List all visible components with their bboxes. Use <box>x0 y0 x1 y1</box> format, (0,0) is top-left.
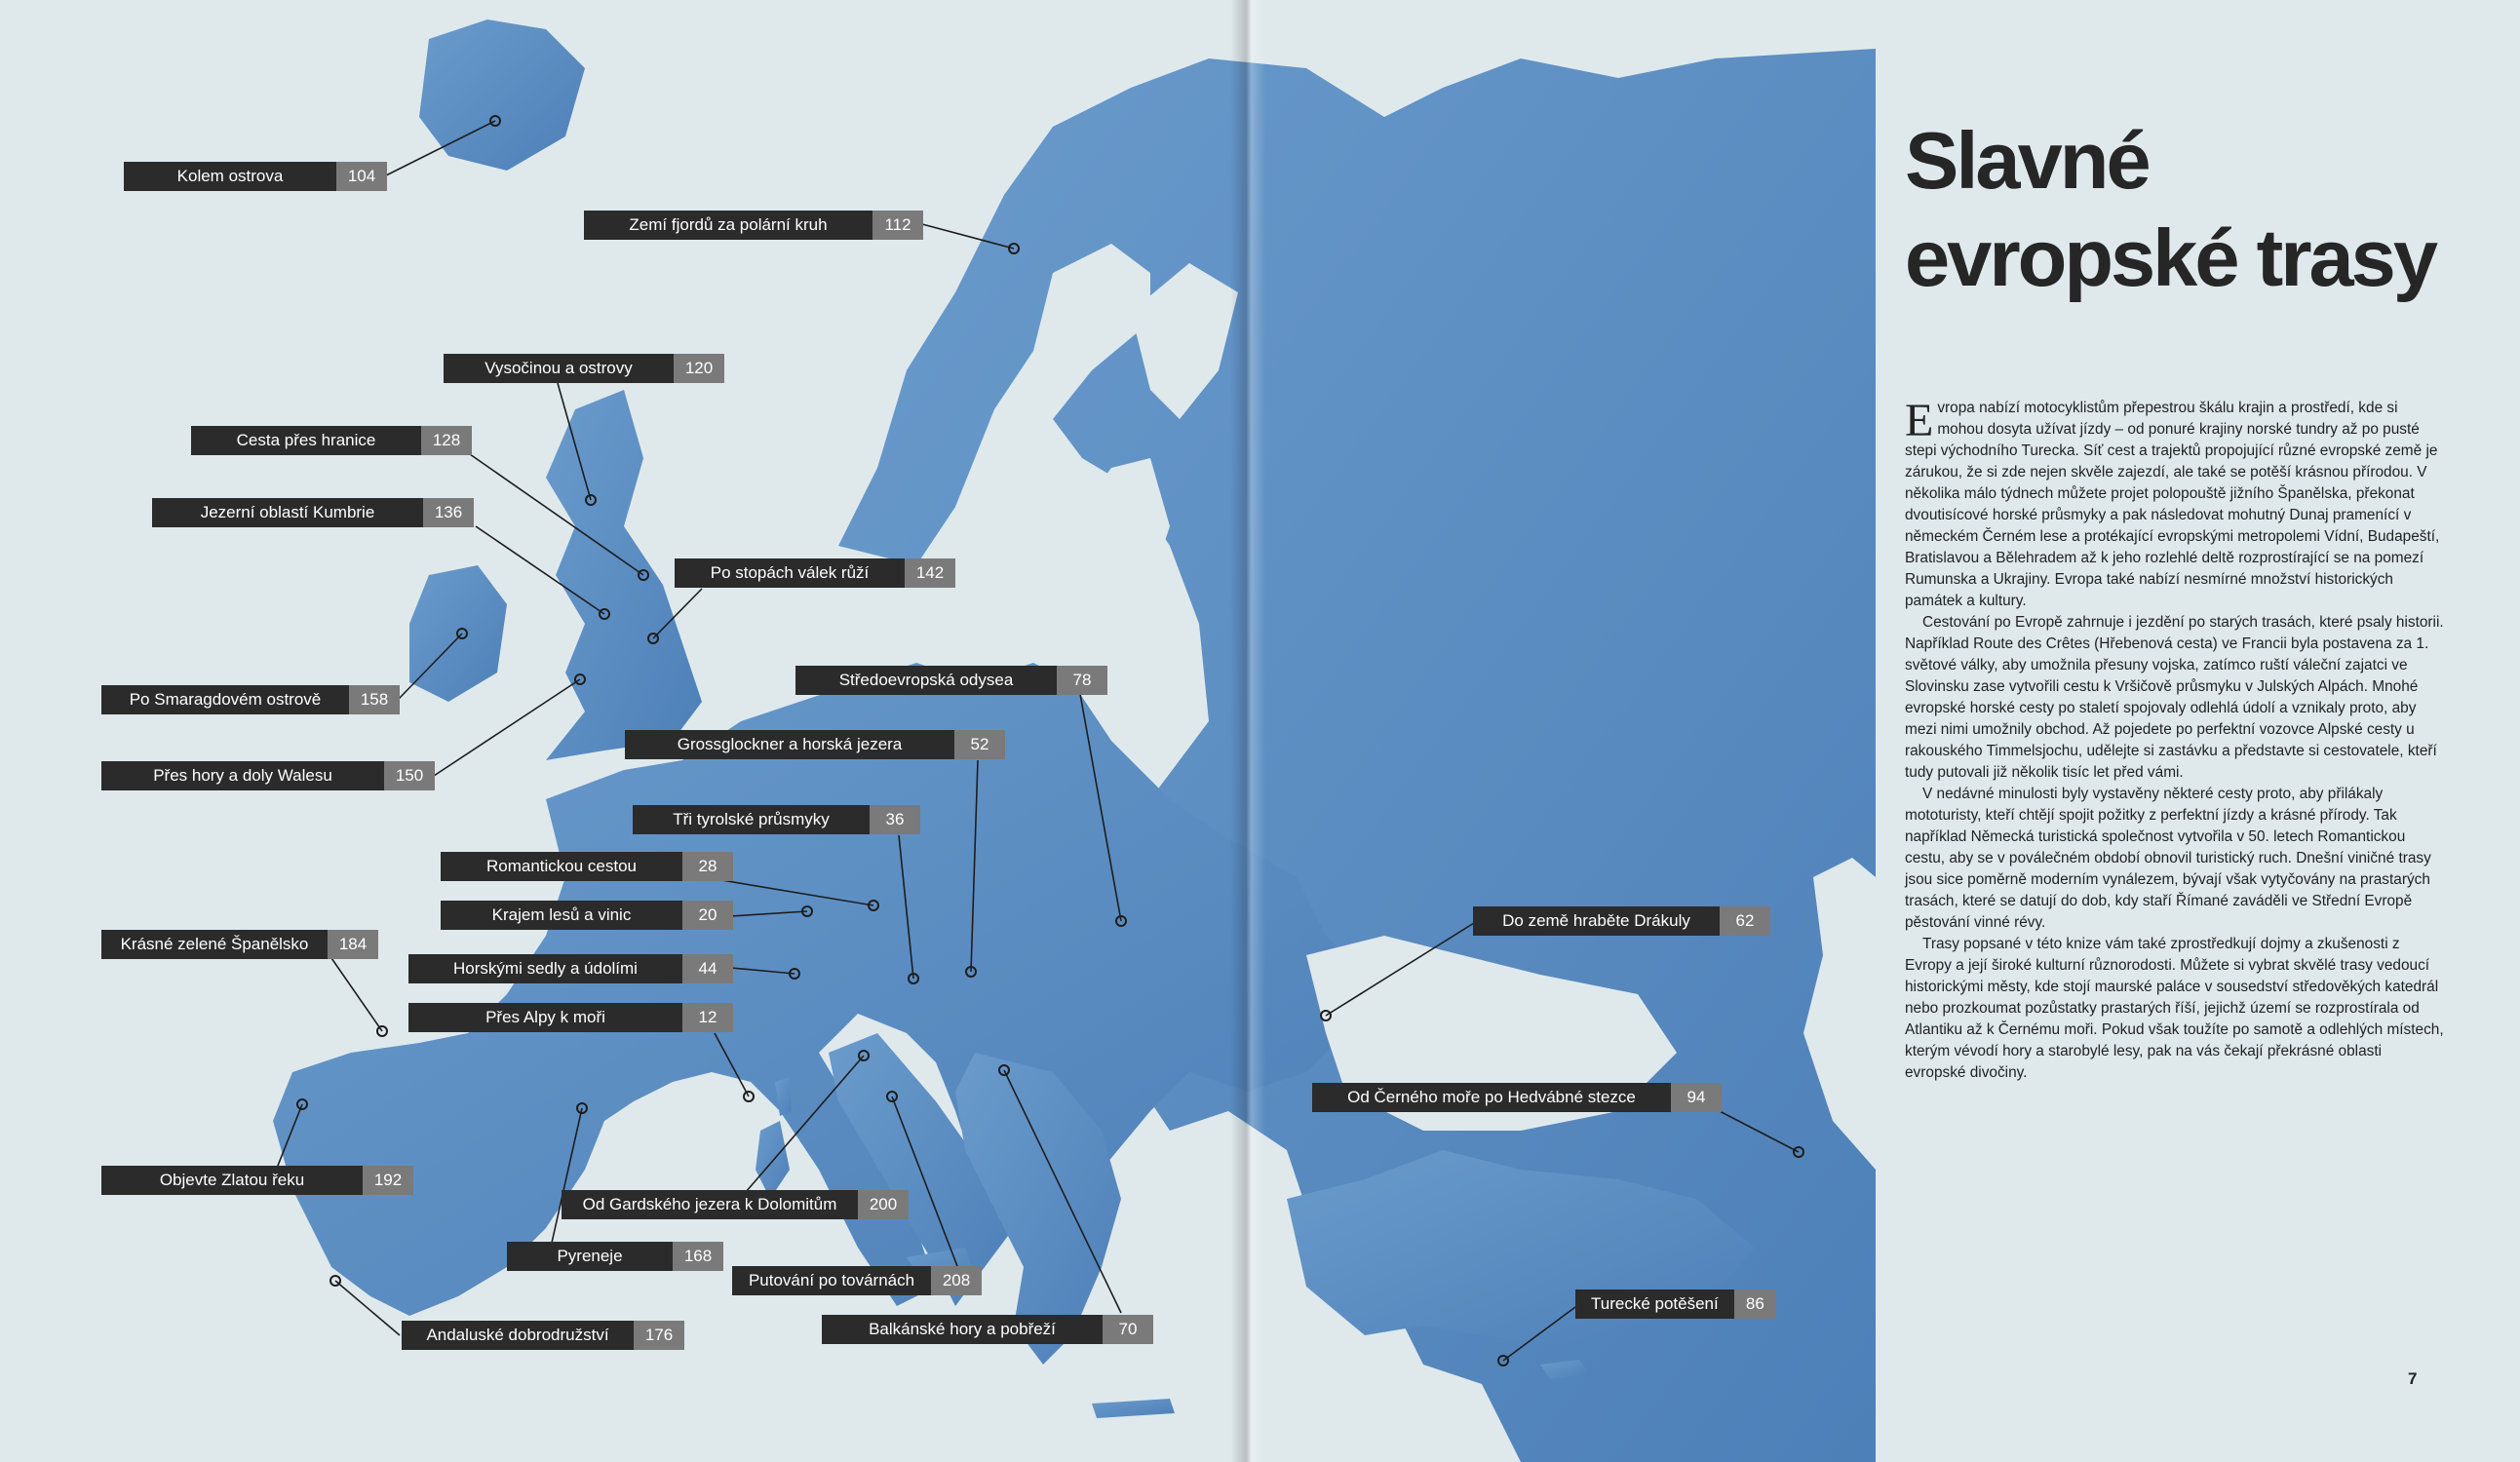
route-name: Grossglockner a horská jezera <box>625 730 954 759</box>
marker-romantickou <box>868 900 879 911</box>
marker-wales <box>574 673 586 685</box>
marker-tovarny <box>886 1091 898 1102</box>
route-label[interactable] <box>408 954 733 983</box>
route-name: Turecké potěšení <box>1575 1289 1734 1319</box>
route-name: Přes hory a doly Walesu <box>101 761 384 790</box>
marker-pres-alpy <box>743 1091 755 1102</box>
route-name: Zemí fjordů za polární kruh <box>584 211 872 240</box>
route-label[interactable] <box>675 558 955 588</box>
route-name: Jezerní oblastí Kumbrie <box>152 498 423 527</box>
route-name: Balkánské hory a pobřeží <box>822 1315 1103 1344</box>
page-number: 7 <box>2408 1369 2418 1388</box>
marker-stredoevropska <box>1115 915 1127 927</box>
route-label[interactable] <box>1312 1083 1722 1112</box>
route-page: 44 <box>682 954 733 983</box>
text-panel <box>1876 0 2520 1462</box>
route-name: Od Gardského jezera k Dolomitům <box>562 1190 858 1219</box>
route-label[interactable] <box>732 1266 982 1295</box>
route-page: 158 <box>349 685 400 714</box>
route-page: 136 <box>423 498 474 527</box>
marker-cerne-more <box>1793 1146 1804 1158</box>
marker-kolem-ostrova <box>489 115 501 127</box>
route-label[interactable] <box>152 498 474 527</box>
route-label[interactable] <box>625 730 1005 759</box>
marker-grossglockner <box>965 966 977 978</box>
route-name: Romantickou cestou <box>441 852 682 881</box>
route-page: 36 <box>870 805 920 834</box>
route-name: Středoevropská odysea <box>795 666 1057 695</box>
route-page: 192 <box>363 1166 413 1195</box>
route-page: 52 <box>954 730 1005 759</box>
intro-text <box>1905 395 2446 1084</box>
route-label[interactable] <box>633 805 920 834</box>
leader-zelene-spanelsko <box>331 958 382 1031</box>
route-page: 20 <box>682 901 733 930</box>
route-name: Do země hraběte Drákuly <box>1473 906 1720 936</box>
route-label[interactable] <box>1473 906 1770 936</box>
marker-vysocinou <box>585 494 597 506</box>
marker-po-stopach <box>647 633 659 644</box>
route-label[interactable] <box>101 761 435 790</box>
route-label[interactable] <box>441 901 733 930</box>
route-name: Andaluské dobrodružství <box>402 1321 634 1350</box>
route-page: 176 <box>634 1321 684 1350</box>
marker-zlata-reka <box>296 1098 308 1110</box>
route-page: 168 <box>673 1242 723 1271</box>
route-label[interactable] <box>124 162 387 191</box>
route-label[interactable] <box>562 1190 909 1219</box>
route-label[interactable] <box>444 354 724 383</box>
route-label[interactable] <box>822 1315 1153 1344</box>
marker-andaluske <box>330 1275 341 1287</box>
marker-zelene-spanelsko <box>376 1025 388 1037</box>
route-name: Krásné zelené Španělsko <box>101 930 328 959</box>
route-page: 200 <box>858 1190 909 1219</box>
crete <box>1092 1399 1175 1418</box>
route-name: Přes Alpy k moři <box>408 1003 682 1032</box>
marker-pyreneje <box>576 1102 588 1114</box>
route-page: 184 <box>328 930 378 959</box>
route-label[interactable] <box>507 1242 723 1271</box>
route-label[interactable] <box>101 685 400 714</box>
intro-paragraph-1-text: vropa nabízí motocyklistům přepestrou škálu krajin a prostředí, kde si mohou dosyta užívat jízdy – od ponuré krajiny norské tundry až po pusté stepi východního Turecka. Síť cest a trajektů propojující různé evropské země je zárukou, že si zde nejen skvěle zajezdí, ale také se potěší krásnou přírodou. V několika málo týdnech můžete projet polopouště jižního Španělska, překonat dvoutisícové horské průsmyky a pak následovat mohutný Dunaj pramenící v německém Černém lese a protékající evropskými metropolemi Vídní, Budapeští, Bratislavou a Bělehradem až k jeho rozlehlé deltě rozprostírající se na pomezí Rumunska a Ukrajiny. Evropa také nabízí nesmírné množství historických památek a kultury. <box>1905 400 2440 609</box>
route-label[interactable] <box>1575 1289 1776 1319</box>
route-page: 208 <box>931 1266 982 1295</box>
route-name: Od Černého moře po Hedvábné stezce <box>1312 1083 1671 1112</box>
route-page: 62 <box>1720 906 1770 936</box>
route-name: Cesta přes hranice <box>191 426 421 455</box>
marker-cesta-pres-hranice <box>638 569 649 581</box>
route-label[interactable] <box>441 852 733 881</box>
corsica <box>775 1077 792 1116</box>
route-name: Putování po továrnách <box>732 1266 931 1295</box>
marker-drakula <box>1320 1010 1332 1021</box>
route-page: 120 <box>674 354 724 383</box>
route-page: 86 <box>1734 1289 1776 1319</box>
route-label[interactable] <box>101 1166 413 1195</box>
baltic-sea <box>1053 458 1170 643</box>
marker-zemi-fjordu <box>1008 243 1020 254</box>
route-name: Horskými sedly a údolími <box>408 954 682 983</box>
route-name: Vysočinou a ostrovy <box>444 354 674 383</box>
route-label[interactable] <box>584 211 923 240</box>
route-name: Krajem lesů a vinic <box>441 901 682 930</box>
route-name: Po stopách válek růží <box>675 558 905 588</box>
route-page: 12 <box>682 1003 733 1032</box>
marker-tri-tyrolske <box>908 973 919 984</box>
intro-paragraph-4: Trasy popsané v této knize vám také zprostředkují dojmy a zkušenosti z Evropy a její široké kulturní různorodosti. Můžete si vybrat skvělé trasy vedoucí historickými městy, kde stojí maurské paláce v sousedství středověkých katedrál nebo prozkoumat pozůstatky prastarých říší, jejichž území se rozprostírala od Atlantiku až k Černému moři. Pokud však toužíte po samotě a odlehlých místech, kterým vévodí hory a starobylé lesy, pak na vás čekají překrásné oblasti evropské divočiny. <box>1905 936 2444 1081</box>
route-page: 78 <box>1057 666 1107 695</box>
intro-paragraph-1 <box>1905 395 2446 612</box>
marker-balkanske <box>998 1064 1010 1076</box>
iceland-landmass <box>419 19 585 171</box>
title-line-1: Slavné <box>1905 115 2149 206</box>
route-page: 150 <box>384 761 435 790</box>
route-name: Tři tyrolské průsmyky <box>633 805 870 834</box>
route-label[interactable] <box>101 930 378 959</box>
route-label[interactable] <box>191 426 472 455</box>
route-label[interactable] <box>408 1003 733 1032</box>
marker-krajem-lesu <box>801 905 813 917</box>
route-page: 142 <box>905 558 955 588</box>
marker-turecke <box>1497 1355 1509 1366</box>
route-label[interactable] <box>795 666 1107 695</box>
route-page: 104 <box>336 162 387 191</box>
marker-horskymi-sedly <box>789 968 800 980</box>
intro-paragraph-2: Cestování po Evropě zahrnuje i jezdění po starých trasách, které psaly historii. Například Route des Crêtes (Hřebenová cesta) ve Francii byla postavena za 1. světové války, aby umožnila přesuny vojska, zatímco ruští váleční zajatci ve Slovinsku zase vytvořili cestu k Vršičově průsmyku v Julských Alpách. Mnohé evropské horské cesty po staletí spojovaly odlehlá údolí a vznikaly proto, aby mezi nimi umožnily obchod. Až pojedete po perfektní vozovce Alpské cesty u rakouského Timmelsjochu, udělejte si zastávku a představte si cestovatele, kteří tudy putovali již několik tisíc let před vámi. <box>1905 614 2444 781</box>
route-name: Objevte Zlatou řeku <box>101 1166 363 1195</box>
marker-gardske <box>858 1050 870 1061</box>
route-page: 28 <box>682 852 733 881</box>
dropcap: E <box>1905 395 1934 446</box>
page-title <box>1905 112 2490 307</box>
intro-paragraph-3: V nedávné minulosti byly vystavěny některé cesty proto, aby přilákaly mototuristy, kteří chtějí spojit požitky z perfektní jízdy a krásné přírody. Tak například Německá turistická společnost vytvořila v 50. letech Romantickou cestu, aby se v poválečném období obnovil turistický ruch. Dnešní viničné trasy jsou sice poměrně moderním vynálezem, bývají však vytyčovány na prastarých trasách, které se datují do dob, kdy staří Římané zaváděli ve Střední Evropě pěstování vinné révy. <box>1905 786 2431 931</box>
route-label[interactable] <box>402 1321 684 1350</box>
route-page: 70 <box>1103 1315 1153 1344</box>
route-page: 128 <box>421 426 472 455</box>
route-name: Pyreneje <box>507 1242 673 1271</box>
title-line-2: evropské trasy <box>1905 212 2435 303</box>
route-name: Po Smaragdovém ostrově <box>101 685 349 714</box>
route-name: Kolem ostrova <box>124 162 336 191</box>
marker-smaragdovy <box>456 628 468 639</box>
marker-jezerni <box>599 608 610 620</box>
route-page: 112 <box>872 211 923 240</box>
route-page: 94 <box>1671 1083 1722 1112</box>
